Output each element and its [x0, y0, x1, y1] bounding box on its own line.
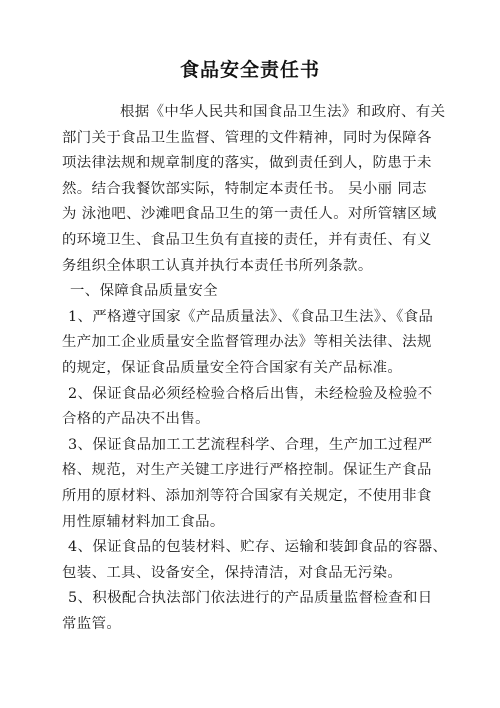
- clause-4-line-1: 4、保证食品的包装材料、贮存、运输和装卸食品的容器、: [68, 539, 448, 556]
- clause-2-line-1: 2、保证食品必须经检验合格后出售，未经检验及检验不: [68, 385, 433, 402]
- body-line-6: 的环境卫生、食品卫生负有直接的责任，并有责任、有义: [62, 231, 432, 248]
- body-line-1: 根据《中华人民共和国食品卫生法》和政府、有关: [120, 104, 446, 120]
- clause-1-line-3: 的规定，保证食品质量安全符合国家有关产品标准。: [62, 359, 403, 376]
- body-line-4: 然。结合我餐饮部实际，特制定本责任书。 吴小丽 同志: [62, 180, 427, 197]
- clause-3-line-1: 3、保证食品加工工艺流程科学、合理，生产加工过程严: [68, 436, 433, 453]
- body-line-5: 为 泳池吧、沙滩吧食品卫生的第一责任人。对所管辖区域: [62, 206, 437, 223]
- clause-3-line-3: 所用的原材料、添加剂等符合国家有关规定，不使用非食: [62, 487, 432, 504]
- clause-5-line-1: 5、积极配合执法部门依法进行的产品质量监督检查和日: [68, 590, 433, 607]
- clause-2-line-2: 合格的产品决不出售。: [62, 411, 210, 428]
- document-title: 食品安全责任书: [179, 59, 320, 81]
- body-line-2: 部门关于食品卫生监督、管理的文件精神，同时为保障各: [62, 129, 432, 146]
- body-line-7: 务组织全体职工认真并执行本责任书所列条款。: [62, 257, 373, 274]
- clause-4-line-2: 包装、工具、设备安全，保持清洁，对食品无污染。: [62, 564, 403, 581]
- clause-1-line-2: 生产加工企业质量安全监督管理办法》等相关法律、法规: [62, 334, 432, 351]
- clause-5-line-2: 常监管。: [62, 615, 122, 632]
- section-heading-1: 一、保障食品质量安全: [70, 283, 218, 300]
- clause-3-line-2: 格、规范，对生产关键工序进行严格控制。保证生产食品: [62, 462, 432, 479]
- body-line-3: 项法律法规和规章制度的落实，做到责任到人，防患于未: [62, 155, 432, 172]
- document-body: [62, 100, 448, 637]
- clause-1-line-1: 1、严格遵守国家《产品质量法》、《食品卫生法》、《食品: [68, 308, 434, 325]
- clause-3-line-4: 用性原辅材料加工食品。: [62, 513, 225, 530]
